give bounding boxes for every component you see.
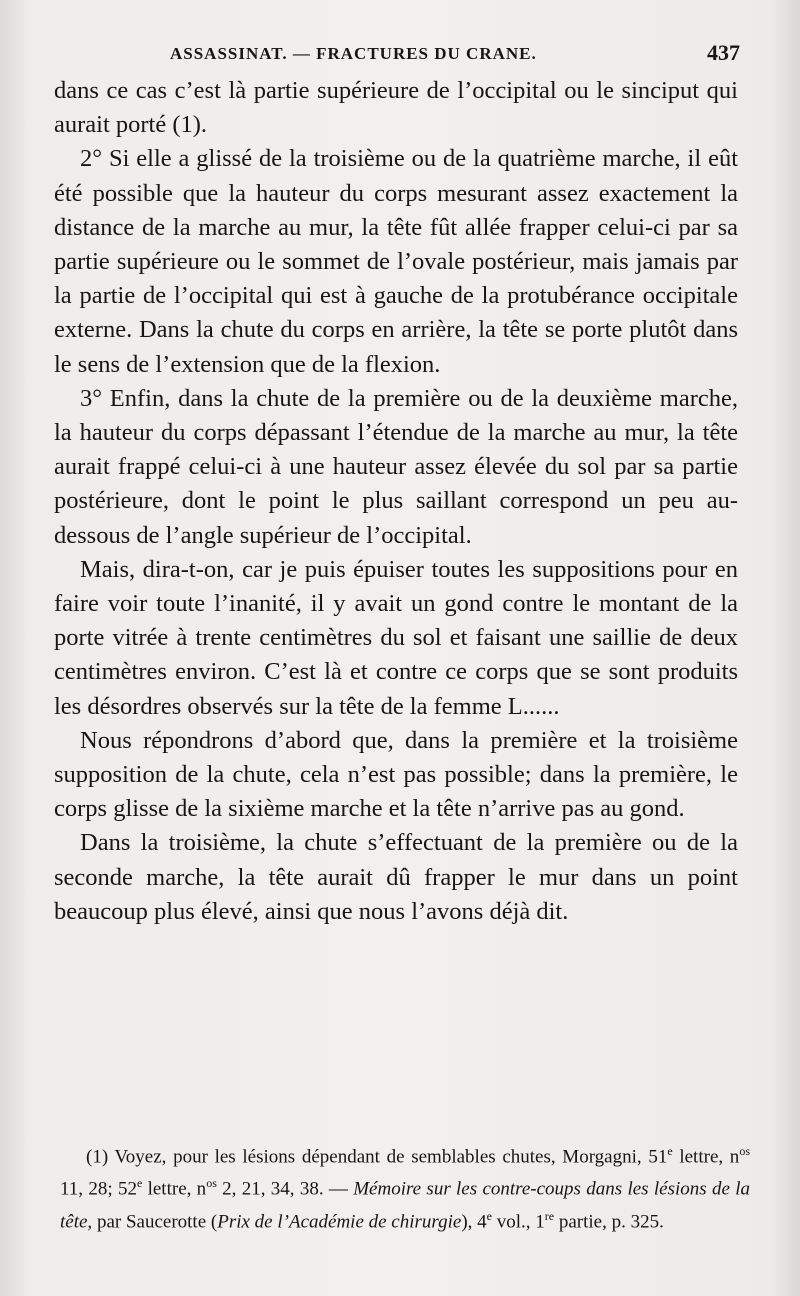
footnote-superscript: e (136, 1176, 143, 1191)
page-number: 437 (707, 40, 740, 65)
footnote-text: vol., 1 (491, 1210, 545, 1232)
paragraph-second-case: 2° Si elle a glissé de la troisième ou de la quatrième marche, il eût été possible que la hauteur du corps mesurant assez exactement la distance de la marche au mur, la tête fût allée frapper celui-ci par sa partie supérieure ou le sommet de l’ovale postérieur, mais jamais par la partie de l’occipital qui est à gauche de la protubérance occipitale externe. Dans la chute du corps en arrière, la tête se porte plutôt dans le sens de l’extension que de la flexion. (54, 145, 738, 378)
footnote-text: 11, 28; 52 (60, 1178, 137, 1200)
paragraph-reply: Nous répondrons d’abord que, dans la première et la troisième supposition de la chute, cela n’est pas possible; dans la première, le corps glisse de la sixième marche et la tête n’arrive pas au gond. (54, 726, 738, 823)
running-head: ASSASSINAT. — FRACTURES DU CRANE. (170, 44, 537, 63)
footnote-text: 2, 21, 34, 38. — (216, 1178, 354, 1200)
footnote-text: ), 4 (461, 1210, 487, 1232)
page-header (170, 40, 740, 68)
footnote-text: Voyez, pour les lésions dépendant de semblables chutes, Morgagni, 51 (114, 1146, 668, 1168)
footnote-superscript: e (486, 1208, 492, 1223)
footnote-italic-prize: Prix de l’Académie de chirurgie (217, 1210, 462, 1232)
footnote-superscript: os (206, 1176, 217, 1191)
footnote-text: lettre, n (142, 1178, 207, 1200)
footnote-marker: (1) (86, 1146, 109, 1168)
footnote-superscript: re (544, 1208, 555, 1223)
footnote-text: par Saucerotte ( (92, 1210, 218, 1232)
paragraph-conclusion: Dans la troisième, la chute s’effectuant de la première ou de la seconde marche, la tête aurait dû frapper le mur dans un point beaucoup plus élevé, ainsi que nous l’avons déjà dit. (54, 829, 738, 925)
footnote-superscript: os (739, 1144, 750, 1158)
footnote-text: partie, p. 325. (554, 1210, 664, 1232)
body-text (54, 74, 738, 929)
footnote-italic-title: Mémoire sur les contre-coups dans les lésions de la tête, (60, 1178, 750, 1232)
paragraph-objection: Mais, dira-t-on, car je puis épuiser toutes les suppositions pour en faire voir toute l’inanité, il y avait un gond contre le montant de la porte vitrée à trente centimètres du sol et faisant une saillie de deux centimètres environ. C’est là et contre ce corps que se sont produits les désordres observés sur la tête de la femme L...... (54, 555, 738, 720)
paragraph-third-case: 3° Enfin, dans la chute de la première ou de la deuxième marche, la hauteur du corps dépassant l’étendue de la marche au mur, la tête aurait frappé celui-ci à une hauteur assez élevée du sol par sa partie postérieure, dont le point le plus saillant correspond un peu au-dessous de l’angle supérieur de l’occipital. (54, 384, 738, 549)
footnote-superscript: e (667, 1144, 673, 1158)
footnote-text: lettre, n (672, 1146, 740, 1168)
footnotes (60, 1138, 750, 1235)
paragraph-continuation: dans ce cas c’est là partie supérieure de l’occipital ou le sinciput qui aurait porté (1). (54, 77, 738, 139)
footnote (60, 1138, 750, 1235)
